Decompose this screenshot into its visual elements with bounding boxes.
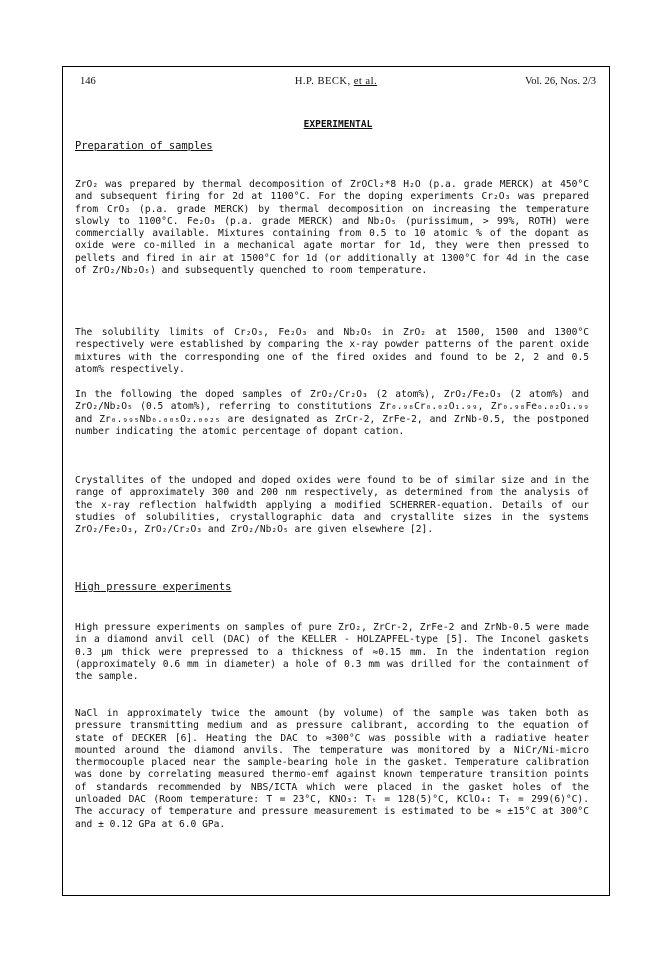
paragraph-prep-3: In the following the doped samples of ZrO₂/Cr₂O₃ (2 atom%), ZrO₂/Fe₂O₃ (2 atom%) and ZrO₂/Nb₂O₅ (0.5 atom%), referring to constitutions Zr₀.₉₈Cr₀.₀₂O₁.₉₉, Zr₀.₉₈Fe₀.₀₂O₁.₉₉ and Zr₀.₉₉₅Nb₀.₀₀₅O₂.₀₀₂₅ are designated as ZrCr-2, ZrFe-2, and ZrNb-0.5, the postponed number indicating the atomic percentage of dopant cation. [75,389,589,437]
section-title: EXPERIMENTAL [303,119,373,130]
volume-info: Vol. 26, Nos. 2/3 [525,76,596,87]
et-al: et al. [353,76,378,87]
header-authors [76,76,596,87]
paragraph-prep-2: The solubility limits of Cr₂O₃, Fe₂O₃ and Nb₂O₅ in ZrO₂ at 1500, 1500 and 1300°C respectively were established by comparing the x-ray powder patterns of the parent oxide mixtures with the corresponding one of the fired oxides and found to be 2, 2 and 0.5 atom% respectively. [75,327,589,375]
paragraph-prep-1: ZrO₂ was prepared by thermal decomposition of ZrOCl₂*8 H₂O (p.a. grade MERCK) at 450°C and subsequent firing for 2d at 1100°C. For the doping experiments Cr₂O₃ was prepared from CrO₃ (p.a. grade MERCK) by thermal decomposition on increasing the temperature slowly to 1100°C. Fe₂O₃ (p.a. grade MERCK) and Nb₂O₅ (purissimum, > 99%, ROTH) were commercially available. Mixtures containing from 0.5 to 10 atomic % of the dopant as oxide were co-milled in a mechanical agate mortar for 1d, they were then pressed to pellets and fired in air at 1500°C for 1d (or additionally at 1300°C for 4d in the case of ZrO₂/Nb₂O₅) and subsequently quenched to room temperature. [75,179,589,277]
running-header [76,76,596,94]
subhead-high-pressure: High pressure experiments [75,581,232,593]
page-number: 146 [80,76,96,87]
author-names: H.P. BECK, [294,76,351,87]
paragraph-prep-4: Crystallites of the undoped and doped oxides were found to be of similar size and in the range of approximately 300 and 200 nm respectively, as determined from the analysis of the x-ray reflection halfwidth applying a modified SCHERRER-equation. Details of our studies of solubilities, crystallographic data and crystallite sizes in the systems ZrO₂/Fe₂O₃, ZrO₂/Cr₂O₃ and ZrO₂/Nb₂O₅ are given elsewhere [2]. [75,475,589,536]
paragraph-hp-1: High pressure experiments on samples of pure ZrO₂, ZrCr-2, ZrFe-2 and ZrNb-0.5 were made in a diamond anvil cell (DAC) of the KELLER - HOLZAPFEL-type [5]. The Inconel gaskets 0.3 µm thick were prepressed to a thickness of ≈0.15 mm. In the indentation region (approximately 0.6 mm in diameter) a hole of 0.3 mm was drilled for the containment of the sample. [75,622,589,683]
subhead-preparation: Preparation of samples [75,140,213,152]
paragraph-hp-2: NaCl in approximately twice the amount (by volume) of the sample was taken both as pressure transmitting medium and as pressure calibrant, according to the equation of state of DECKER [6]. Heating the DAC to ≈300°C was possible with a radiative heater mounted around the diamond anvils. The temperature was monitored by a NiCr/Ni-micro thermocouple placed near the sample-bearing hole in the gasket. Temperature calibration was done by correlating measured thermo-emf against known temperature transition points of standards recommended by NBS/ICTA which were placed in the gasket holes of the unloaded DAC (Room temperature: T = 23°C, KNO₃: Tₜ = 128(5)°C, KClO₄: Tₜ = 299(6)°C). The accuracy of temperature and pressure measurement is estimated to be ≈ ±15°C at 300°C and ± 0.12 GPa at 6.0 GPa. [75,708,589,830]
